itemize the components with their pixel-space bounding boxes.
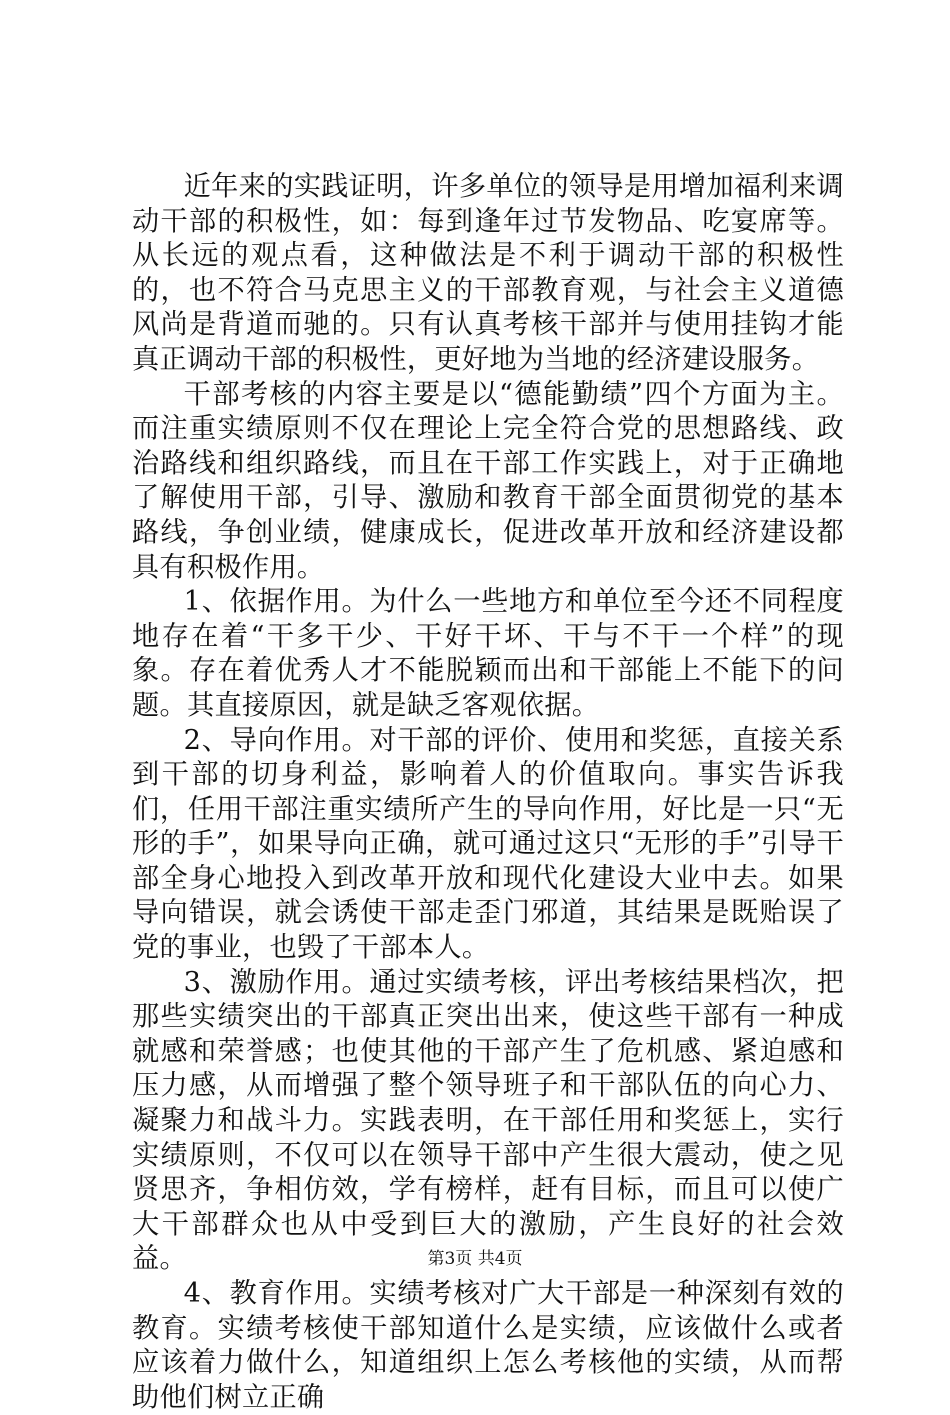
page-number-footer: 第3页 共4页 bbox=[427, 1249, 523, 1269]
paragraph-assessment-content: 干部考核的内容主要是以“德能勤绩”四个方面为主。而注重实绩原则不仅在理论上完全符合党的思想路线、政治路线和组织路线，而且在干部工作实践上，对于正确地了解使用干部，引导、激励和教育干部全面贯彻党的基本路线，争创业绩，健康成长，促进改革开放和经济建设都具有积极作用。 bbox=[132, 378, 844, 583]
paragraph-intro: 近年来的实践证明，许多单位的领导是用增加福利来调动干部的积极性，如：每到逢年过节发物品、吃宴席等。从长远的观点看，这种做法是不利于调动干部的积极性的，也不符合马克思主义的干部教育观，与社会主义道德风尚是背道而驰的。只有认真考核干部并与使用挂钩才能真正调动干部的积极性，更好地为当地的经济建设服务。 bbox=[132, 171, 844, 375]
paragraph-incentive-role: 3、激励作用。通过实绩考核，评出考核结果档次，把那些实绩突出的干部真正突出出来，使这些干部有一种成就感和荣誉感；也使其他的干部产生了危机感、紧迫感和压力感，从而增强了整个领导班子和干部队伍的向心力、凝聚力和战斗力。实践表明，在干部任用和奖惩上，实行实绩原则，不仅可以在领导干部中产生很大震动，使之见贤思齐，争相仿效，学有榜样，赶有目标，而且可以使广大干部群众也从中受到巨大的激励，产生良好的社会效益。 bbox=[132, 966, 844, 1275]
paragraph-guidance-role: 2、导向作用。对干部的评价、使用和奖惩，直接关系到干部的切身利益，影响着人的价值取向。事实告诉我们，任用干部注重实绩所产生的导向作用，好比是一只“无形的手”，如果导向正确，就可通过这只“无形的手”引导干部全身心地投入到改革开放和现代化建设大业中去。如果导向错误，就会诱使干部走歪门邪道，其结果是既贻误了党的事业，也毁了干部本人。 bbox=[132, 724, 844, 964]
paragraph-education-role: 4、教育作用。实绩考核对广大干部是一种深刻有效的教育。实绩考核使干部知道什么是实绩，应该做什么或者应该着力做什么，知道组织上怎么考核他的实绩，从而帮助他们树立正确 bbox=[132, 1278, 844, 1413]
paragraph-basis-role: 1、依据作用。为什么一些地方和单位至今还不同程度地存在着“干多干少、干好干坏、干与不干一个样”的现象。存在着优秀人才不能脱颖而出和干部能上不能下的问题。其直接原因，就是缺乏客观依据。 bbox=[132, 586, 844, 721]
document-body bbox=[132, 170, 844, 1415]
